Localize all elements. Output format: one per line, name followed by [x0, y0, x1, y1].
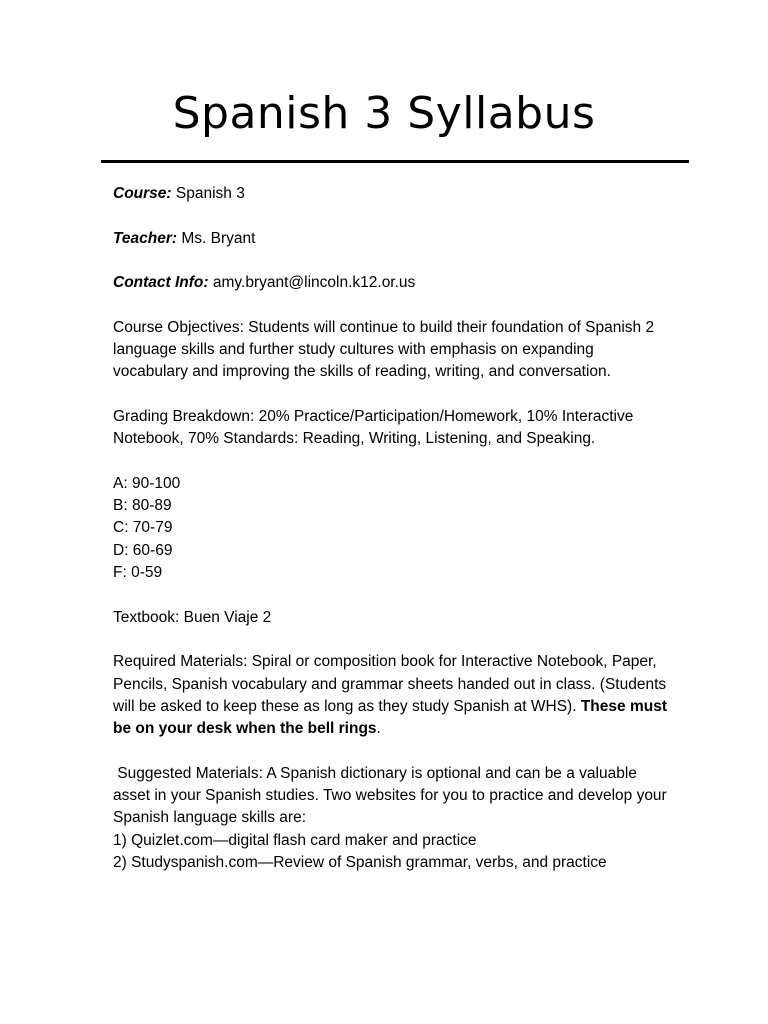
contact-email: amy.bryant@lincoln.k12.or.us: [212, 274, 416, 292]
contact-line: [113, 272, 673, 294]
syllabus-body: [113, 183, 673, 874]
grade-d: D: 60-69: [113, 541, 173, 559]
suggested-materials-text: Suggested Materials: A Spanish dictionary is optional and can be a valuable asset in your Spanish studies. Two websites for you to practice and develop your Spanish language skills are:: [113, 764, 672, 827]
grade-scale: [113, 473, 673, 584]
required-materials-end: .: [376, 720, 381, 738]
course-label: Course:: [113, 185, 172, 202]
teacher-value: Ms. Bryant: [181, 229, 256, 247]
course-value: Spanish 3: [175, 185, 245, 202]
website-studyspanish: 2) Studyspanish.com—Review of Spanish grammar, verbs, and practice: [113, 853, 607, 871]
page-title: Spanish 3 Syllabus: [172, 88, 596, 139]
grading-breakdown: Grading Breakdown: 20% Practice/Participation/Homework, 10% Interactive Notebook, 70% Standards: Reading, Writing, Listening, and Speaking.: [113, 407, 634, 448]
website-quizlet: 1) Quizlet.com—digital flash card maker and practice: [113, 831, 477, 849]
title-divider: [101, 160, 689, 163]
grade-c: C: 70-79: [113, 519, 173, 537]
grade-b: B: 80-89: [113, 497, 172, 515]
grade-a: A: 90-100: [113, 474, 181, 492]
grade-f: F: 0-59: [113, 564, 163, 582]
required-materials-emphasis: These must be on your desk when the bell rings: [113, 697, 667, 738]
teacher-line: [113, 228, 673, 250]
course-objectives: Course Objectives: Students will continue to build their foundation of Spanish 2 language skills and further study cultures with emphasis on expanding vocabulary and improving the skills of reading, writing, and conversation.: [113, 318, 655, 381]
textbook: Textbook: Buen Viaje 2: [113, 608, 272, 626]
teacher-label: Teacher:: [113, 229, 178, 247]
suggested-materials: [113, 763, 673, 874]
contact-label: Contact Info:: [113, 274, 209, 292]
required-materials: [113, 651, 673, 740]
course-line: [113, 183, 673, 205]
required-materials-text: Required Materials: Spiral or composition book for Interactive Notebook, Paper, Pencils, Spanish vocabulary and grammar sheets handed out in class. (Students will be asked to keep these as long as they study Spanish at WHS).: [113, 653, 667, 715]
